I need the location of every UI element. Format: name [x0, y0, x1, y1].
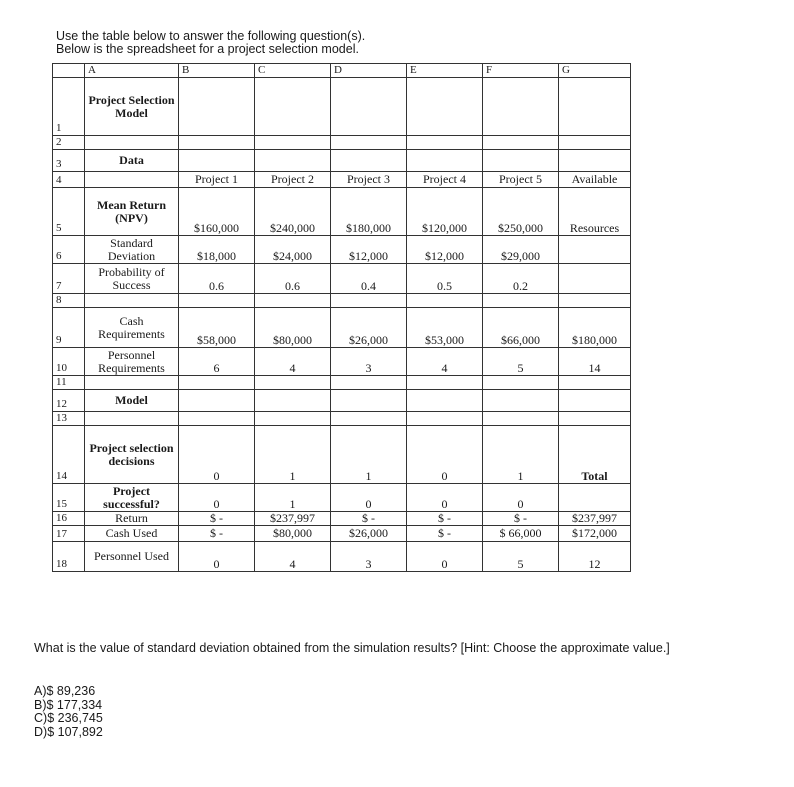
choice-c[interactable]: C)$ 236,745	[34, 711, 103, 725]
row-label: Probability of Success	[85, 264, 179, 294]
table-row	[53, 264, 631, 294]
value-cell: 0	[483, 484, 559, 512]
question-text: What is the value of standard deviation obtained from the simulation results? [Hint: Choose the approximate value.]	[34, 641, 670, 655]
value-cell: 0	[407, 542, 483, 572]
intro-line-2: Below is the spreadsheet for a project selection model.	[56, 42, 359, 56]
intro-text	[56, 30, 365, 56]
header-cell: Project 5	[483, 172, 559, 188]
value-cell: 1	[255, 426, 331, 484]
row-label: Data	[85, 150, 179, 172]
table-row	[53, 390, 631, 412]
value-cell: 0.6	[179, 264, 255, 294]
row-number: 10	[53, 348, 85, 376]
spreadsheet-table	[52, 63, 631, 572]
table-row	[53, 172, 631, 188]
row-label: Standard Deviation	[85, 236, 179, 264]
value-cell: 4	[255, 348, 331, 376]
value-cell: 6	[179, 348, 255, 376]
row-label: Return	[85, 512, 179, 526]
value-cell: 3	[331, 542, 407, 572]
value-cell: Resources	[559, 188, 631, 236]
table-row	[53, 376, 631, 390]
value-cell: 0.5	[407, 264, 483, 294]
table-row	[53, 308, 631, 348]
value-cell: 0.6	[255, 264, 331, 294]
row-number: 17	[53, 526, 85, 542]
row-number: 11	[53, 376, 85, 390]
value-cell: 1	[255, 484, 331, 512]
row-label: Project Selection Model	[85, 78, 179, 136]
value-cell: $ 66,000	[483, 526, 559, 542]
column-header-row	[53, 64, 631, 78]
value-cell: $237,997	[255, 512, 331, 526]
table-row	[53, 188, 631, 236]
value-cell: $18,000	[179, 236, 255, 264]
table-row	[53, 294, 631, 308]
value-cell: $66,000	[483, 308, 559, 348]
value-cell: $80,000	[255, 526, 331, 542]
value-cell: 0	[331, 484, 407, 512]
value-cell: $26,000	[331, 526, 407, 542]
row-number: 5	[53, 188, 85, 236]
header-cell: Project 1	[179, 172, 255, 188]
value-cell: $58,000	[179, 308, 255, 348]
value-cell: 0	[179, 542, 255, 572]
row-number: 2	[53, 136, 85, 150]
col-header-c: C	[255, 64, 331, 78]
value-cell: 4	[255, 542, 331, 572]
value-cell: 12	[559, 542, 631, 572]
value-cell: $12,000	[331, 236, 407, 264]
corner-cell	[53, 64, 85, 78]
row-label: Mean Return (NPV)	[85, 188, 179, 236]
value-cell: $120,000	[407, 188, 483, 236]
row-number: 18	[53, 542, 85, 572]
row-label: Personnel Used	[85, 542, 179, 572]
answer-choices	[34, 685, 103, 739]
value-cell: 1	[331, 426, 407, 484]
row-label: Model	[85, 390, 179, 412]
table-row	[53, 412, 631, 426]
value-cell: $53,000	[407, 308, 483, 348]
value-cell: $ -	[331, 512, 407, 526]
value-cell: $26,000	[331, 308, 407, 348]
value-cell: 0.4	[331, 264, 407, 294]
col-header-b: B	[179, 64, 255, 78]
table-row	[53, 150, 631, 172]
value-cell: 0	[179, 484, 255, 512]
table-row	[53, 236, 631, 264]
row-label: Cash Used	[85, 526, 179, 542]
row-number: 7	[53, 264, 85, 294]
row-number: 3	[53, 150, 85, 172]
value-cell: $ -	[407, 526, 483, 542]
col-header-f: F	[483, 64, 559, 78]
header-cell: Available	[559, 172, 631, 188]
value-cell: 5	[483, 348, 559, 376]
row-label: Project successful?	[85, 484, 179, 512]
choice-a[interactable]: A)$ 89,236	[34, 684, 96, 698]
value-cell: $180,000	[559, 308, 631, 348]
value-cell: 0	[179, 426, 255, 484]
row-number: 12	[53, 390, 85, 412]
value-cell: 0.2	[483, 264, 559, 294]
row-number: 1	[53, 78, 85, 136]
table-row	[53, 484, 631, 512]
table-row	[53, 78, 631, 136]
header-cell: Project 3	[331, 172, 407, 188]
value-cell: 0	[407, 426, 483, 484]
row-number: 4	[53, 172, 85, 188]
value-cell: $ -	[179, 526, 255, 542]
choice-d[interactable]: D)$ 107,892	[34, 724, 103, 739]
row-number: 6	[53, 236, 85, 264]
value-cell: $240,000	[255, 188, 331, 236]
table-row	[53, 512, 631, 526]
table-row	[53, 542, 631, 572]
value-cell: 5	[483, 542, 559, 572]
value-cell: $237,997	[559, 512, 631, 526]
value-cell: $172,000	[559, 526, 631, 542]
row-number: 9	[53, 308, 85, 348]
value-cell: 3	[331, 348, 407, 376]
value-cell: $80,000	[255, 308, 331, 348]
col-header-g: G	[559, 64, 631, 78]
row-number: 14	[53, 426, 85, 484]
col-header-d: D	[331, 64, 407, 78]
row-label: Project selection decisions	[85, 426, 179, 484]
row-number: 15	[53, 484, 85, 512]
value-cell: 14	[559, 348, 631, 376]
choice-b[interactable]: B)$ 177,334	[34, 697, 103, 712]
value-cell: $29,000	[483, 236, 559, 264]
table-row	[53, 526, 631, 542]
intro-line-1: Use the table below to answer the following question(s).	[56, 29, 366, 43]
value-cell: $ -	[407, 512, 483, 526]
row-number: 8	[53, 294, 85, 308]
value-cell: $ -	[483, 512, 559, 526]
value-cell: 4	[407, 348, 483, 376]
value-cell: $24,000	[255, 236, 331, 264]
value-cell: $12,000	[407, 236, 483, 264]
header-cell: Project 4	[407, 172, 483, 188]
value-cell: Total	[559, 426, 631, 484]
row-label: Personnel Requirements	[85, 348, 179, 376]
row-label: Cash Requirements	[85, 308, 179, 348]
row-number: 16	[53, 512, 85, 526]
table-row	[53, 348, 631, 376]
col-header-a: A	[85, 64, 179, 78]
value-cell: $180,000	[331, 188, 407, 236]
value-cell: 0	[407, 484, 483, 512]
table-row	[53, 426, 631, 484]
value-cell: 1	[483, 426, 559, 484]
col-header-e: E	[407, 64, 483, 78]
value-cell: $ -	[179, 512, 255, 526]
header-cell: Project 2	[255, 172, 331, 188]
row-number: 13	[53, 412, 85, 426]
value-cell: $250,000	[483, 188, 559, 236]
value-cell: $160,000	[179, 188, 255, 236]
table-row	[53, 136, 631, 150]
